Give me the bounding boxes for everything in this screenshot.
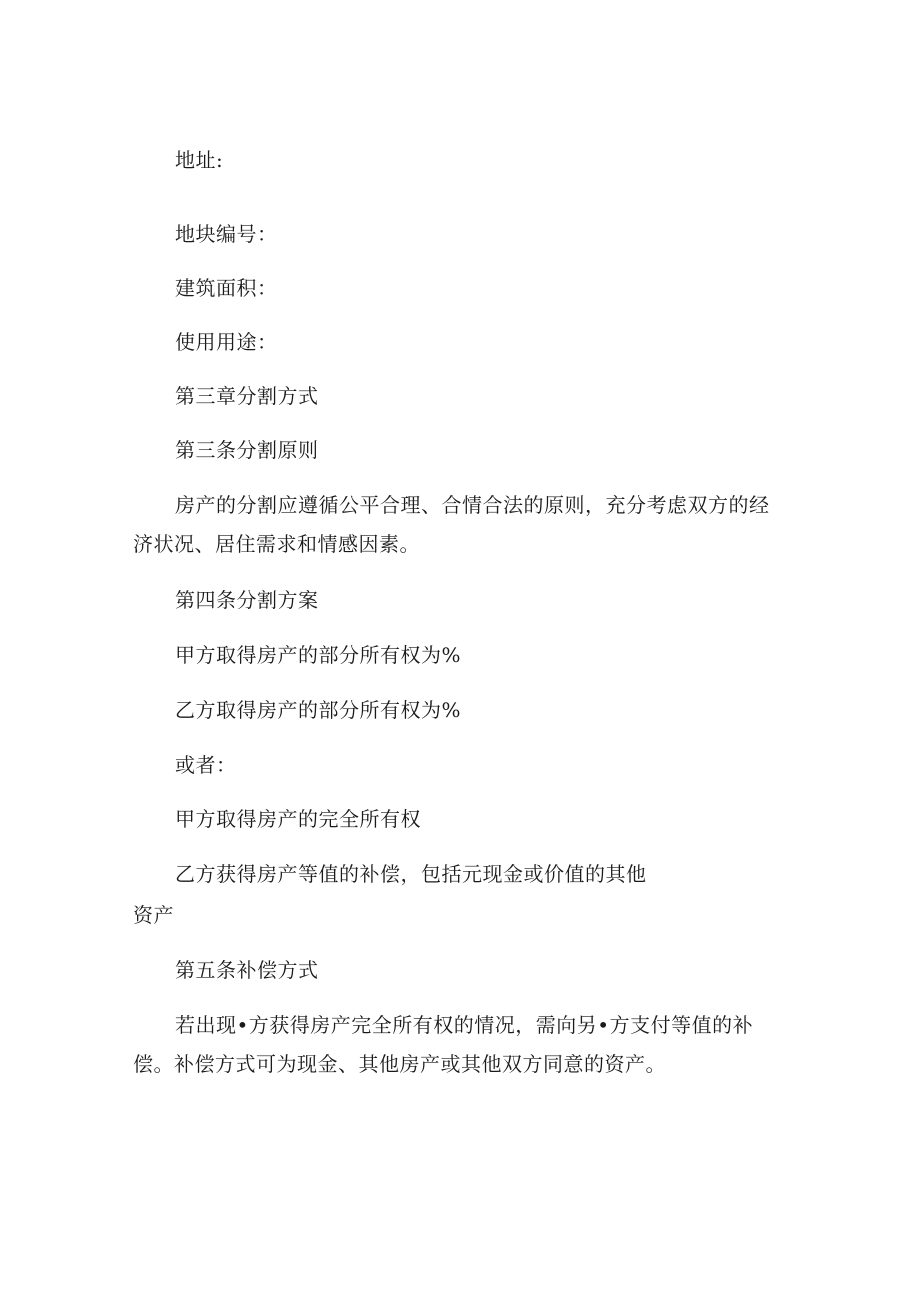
- party-b-compensation-line1: 乙方获得房产等值的补偿，包括元现金或价值的其他: [175, 862, 647, 886]
- party-a-share: 甲方取得房产的部分所有权为%: [175, 643, 462, 667]
- article4-title: 第四条分割方案: [175, 588, 319, 612]
- article3-title: 第三条分割原则: [175, 438, 319, 462]
- party-a-full-ownership: 甲方取得房产的完全所有权: [175, 807, 421, 831]
- address-label: 地址:: [175, 148, 224, 172]
- chapter3-title: 第三章分割方式: [175, 384, 319, 408]
- article5-body-line1: 若出现•方获得房产完全所有权的情况，需向另•方支付等值的补: [175, 1013, 754, 1037]
- party-b-share: 乙方取得房产的部分所有权为%: [175, 698, 462, 722]
- article5-title: 第五条补偿方式: [175, 958, 319, 982]
- article3-body-line2: 济状况、居住需求和情感因素。: [133, 532, 420, 556]
- building-area-label: 建筑面积：: [175, 276, 278, 300]
- article3-body-line1: 房产的分割应遵循公平合理、合情合法的原则，充分考虑双方的经: [175, 493, 770, 517]
- parcel-number-label: 地块编号：: [175, 222, 278, 246]
- or-label: 或者：: [175, 753, 237, 777]
- usage-label: 使用用途：: [175, 330, 278, 354]
- article5-body-line2: 偿。补偿方式可为现金、其他房产或其他双方同意的资产。: [133, 1052, 666, 1076]
- party-b-compensation-line2: 资产: [133, 903, 174, 927]
